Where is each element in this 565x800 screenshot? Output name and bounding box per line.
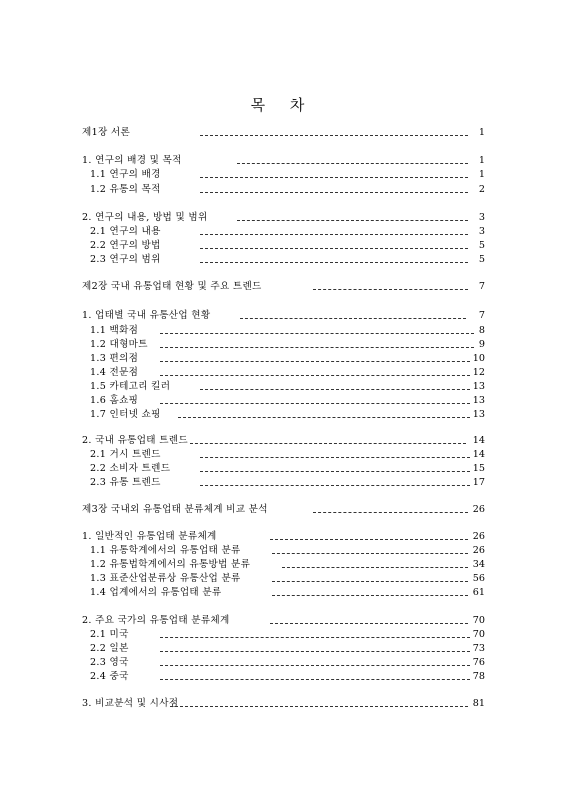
- toc-leader: [237, 220, 468, 221]
- toc-leader: [190, 443, 466, 444]
- toc-entry-page: 3: [478, 212, 485, 223]
- toc-entry-label: 1.1 연구의 배경: [90, 169, 161, 180]
- toc-leader: [200, 192, 468, 193]
- toc-entry-page: 7: [478, 281, 485, 292]
- toc-leader: [160, 679, 470, 680]
- toc-entry-page: 2: [478, 184, 485, 195]
- toc-leader: [272, 581, 468, 582]
- toc-entry[interactable]: [0, 628, 565, 642]
- toc-leader: [200, 177, 468, 178]
- toc-entry-page: 13: [472, 381, 485, 392]
- toc-entry[interactable]: [0, 408, 565, 422]
- toc-leader: [200, 262, 468, 263]
- toc-entry-page: 76: [472, 657, 485, 668]
- toc-leader: [282, 567, 468, 568]
- toc-entry-label: 1.1 백화점: [90, 325, 139, 336]
- toc-leader: [160, 347, 474, 348]
- toc-entry-label: 2.3 연구의 범위: [90, 254, 161, 265]
- toc-leader: [200, 471, 470, 472]
- toc-entry-page: 8: [478, 325, 485, 336]
- toc-leader: [200, 234, 468, 235]
- toc-entry-label: 2.4 중국: [90, 671, 129, 682]
- toc-entry-page: 81: [472, 698, 485, 709]
- toc-entry-label: 제3장 국내외 유통업태 분류체계 비교 분석: [82, 504, 268, 515]
- toc-leader: [272, 553, 468, 554]
- toc-entry[interactable]: [0, 239, 565, 253]
- toc-entry[interactable]: [0, 211, 565, 225]
- toc-entry[interactable]: [0, 280, 565, 294]
- toc-entry-page: 1: [478, 155, 485, 166]
- toc-entry[interactable]: [0, 586, 565, 600]
- toc-entry-label: 1. 일반적인 유통업태 분류체계: [82, 531, 217, 542]
- toc-entry-label: 1.5 카테고리 킬러: [90, 381, 171, 392]
- toc-entry-label: 2.1 미국: [90, 629, 129, 640]
- toc-entry[interactable]: [0, 352, 565, 366]
- toc-leader: [160, 665, 470, 666]
- toc-entry-label: 1. 연구의 배경 및 목적: [82, 155, 182, 166]
- toc-leader: [200, 485, 470, 486]
- toc-entry-page: 13: [472, 409, 485, 420]
- toc-entry-page: 14: [472, 435, 485, 446]
- toc-entry[interactable]: [0, 324, 565, 338]
- toc-entry-page: 61: [472, 587, 485, 598]
- toc-leader: [178, 417, 470, 418]
- toc-entry-page: 70: [472, 615, 485, 626]
- toc-entry-page: 1: [478, 127, 485, 138]
- toc-entry[interactable]: [0, 462, 565, 476]
- toc-leader: [160, 361, 470, 362]
- toc-entry[interactable]: [0, 380, 565, 394]
- toc-entry-page: 70: [472, 629, 485, 640]
- toc-entry-label: 제1장 서론: [82, 127, 131, 138]
- toc-leader: [313, 512, 468, 513]
- toc-entry-label: 1.4 업계에서의 유통업태 분류: [90, 587, 222, 598]
- toc-leader: [270, 623, 468, 624]
- toc-leader: [160, 375, 470, 376]
- toc-entry-page: 34: [472, 559, 485, 570]
- toc-entry-page: 3: [478, 226, 485, 237]
- toc-entry-page: 5: [478, 240, 485, 251]
- toc-leader: [313, 289, 468, 290]
- toc-entry[interactable]: [0, 253, 565, 267]
- toc-entry-page: 17: [472, 477, 485, 488]
- toc-entry-label: 2. 국내 유통업태 트렌드: [82, 435, 188, 446]
- toc-leader: [237, 163, 468, 164]
- page-title: 목 차: [250, 96, 315, 114]
- toc-entry-label: 1.2 대형마트: [90, 339, 148, 350]
- toc-entry-page: 9: [478, 339, 485, 350]
- toc-entry[interactable]: [0, 614, 565, 628]
- toc-leader: [200, 248, 468, 249]
- toc-entry-label: 제2장 국내 유통업태 현황 및 주요 트렌드: [82, 281, 262, 292]
- toc-entry-page: 26: [472, 504, 485, 515]
- toc-entry[interactable]: [0, 126, 565, 140]
- toc-leader: [170, 706, 468, 707]
- toc-leader: [160, 637, 470, 638]
- toc-entry[interactable]: [0, 394, 565, 408]
- toc-entry-label: 2.2 연구의 방법: [90, 240, 161, 251]
- toc-entry-page: 56: [472, 573, 485, 584]
- toc-entry-label: 2.2 일본: [90, 643, 129, 654]
- toc-entry-label: 1.4 전문점: [90, 367, 139, 378]
- toc-entry-label: 1.7 인터넷 쇼핑: [90, 409, 161, 420]
- toc-entry[interactable]: [0, 338, 565, 352]
- toc-entry[interactable]: [0, 572, 565, 586]
- toc-leader: [270, 539, 468, 540]
- toc-entry-label: 1.3 편의점: [90, 353, 139, 364]
- toc-entry[interactable]: [0, 670, 565, 684]
- toc-entry[interactable]: [0, 168, 565, 182]
- toc-entry-label: 2.1 거시 트렌드: [90, 449, 161, 460]
- toc-entry[interactable]: [0, 697, 565, 711]
- toc-entry[interactable]: [0, 503, 565, 517]
- toc-entry[interactable]: [0, 366, 565, 380]
- toc-leader: [272, 595, 468, 596]
- toc-entry-page: 7: [478, 310, 485, 321]
- toc-entry[interactable]: [0, 476, 565, 490]
- toc-entry-page: 73: [472, 643, 485, 654]
- toc-entry-label: 2.1 연구의 내용: [90, 226, 161, 237]
- toc-leader: [200, 457, 470, 458]
- toc-entry-label: 2.3 영국: [90, 657, 129, 668]
- toc-entry-label: 1.6 홈쇼핑: [90, 395, 139, 406]
- toc-entry-label: 1.2 유통의 목적: [90, 184, 161, 195]
- toc-entry[interactable]: [0, 434, 565, 448]
- toc-entry-page: 1: [478, 169, 485, 180]
- toc-entry-page: 26: [472, 545, 485, 556]
- toc-entry-label: 1.1 유통학계에서의 유통업태 분류: [90, 545, 241, 556]
- toc-entry-label: 2.3 유통 트렌드: [90, 477, 161, 488]
- toc-leader: [160, 403, 470, 404]
- toc-entry[interactable]: [0, 656, 565, 670]
- toc-entry[interactable]: [0, 642, 565, 656]
- toc-entry-page: 14: [472, 449, 485, 460]
- toc-entry-label: 3. 비교분석 및 시사점: [82, 698, 179, 709]
- toc-entry-page: 78: [472, 671, 485, 682]
- toc-leader: [160, 651, 470, 652]
- toc-entry-page: 12: [472, 367, 485, 378]
- toc-entry-label: 2.2 소비자 트렌드: [90, 463, 171, 474]
- toc-entry-page: 5: [478, 254, 485, 265]
- toc-leader: [200, 389, 470, 390]
- toc-entry-page: 26: [472, 531, 485, 542]
- toc-entry-page: 13: [472, 395, 485, 406]
- toc-entry-page: 15: [472, 463, 485, 474]
- toc-entry[interactable]: [0, 448, 565, 462]
- toc-leader: [160, 333, 474, 334]
- toc-entry[interactable]: [0, 544, 565, 558]
- toc-entry[interactable]: [0, 183, 565, 197]
- toc-leader: [200, 135, 468, 136]
- toc-entry[interactable]: [0, 530, 565, 544]
- toc-entry-label: 1.2 유통법학계에서의 유통방법 분류: [90, 559, 251, 570]
- toc-entry[interactable]: [0, 558, 565, 572]
- toc-entry-label: 1. 업태별 국내 유통산업 현황: [82, 310, 211, 321]
- toc-entry-label: 1.3 표준산업분류상 유통산업 분류: [90, 573, 241, 584]
- toc-entry-label: 2. 연구의 내용, 방법 및 범위: [82, 212, 208, 223]
- toc-entry[interactable]: [0, 154, 565, 168]
- toc-leader: [240, 318, 466, 319]
- toc-entry-label: 2. 주요 국가의 유통업태 분류체계: [82, 615, 230, 626]
- toc-entry[interactable]: [0, 225, 565, 239]
- toc-entry-page: 10: [472, 353, 485, 364]
- toc-entry[interactable]: [0, 309, 565, 323]
